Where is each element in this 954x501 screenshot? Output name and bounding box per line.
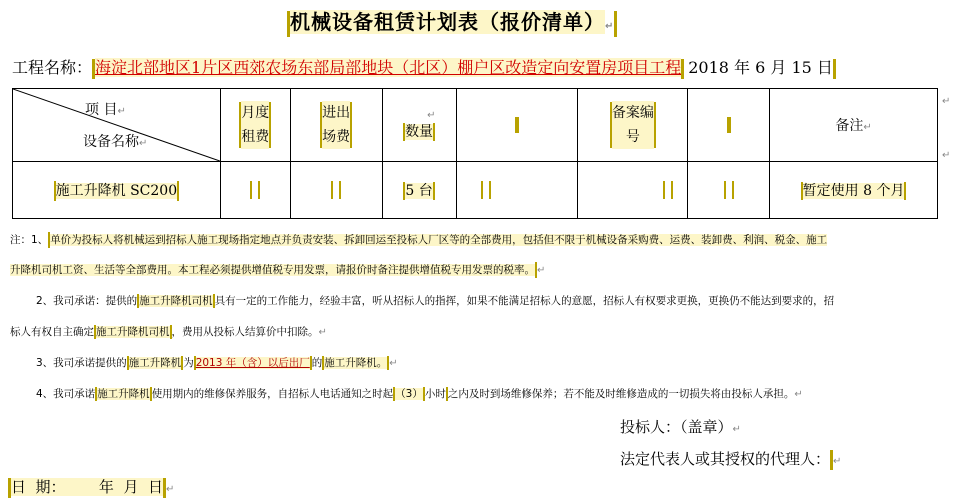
header-record-number: 备案编 号: [578, 89, 688, 162]
header-blank-2: [688, 89, 770, 162]
cell-in-out-fee: [290, 162, 382, 219]
header-in-out-fee: 进出 场费: [290, 89, 382, 162]
table-row: [13, 162, 938, 219]
note-1-line-2: 升降机司机工资、生活等全部费用。本工程必须提供增值税专用发票，请报价时备注提供增值税专用发票的税率。 ↵: [10, 264, 546, 276]
cell-remark: 暂定使用 8 个月: [770, 162, 938, 219]
project-name: 海淀北部地区1片区西郊农场东部局部地块（北区）棚户区改造定向安置房项目工程: [95, 58, 682, 77]
corner-name-label: 设备名称↵: [83, 134, 148, 150]
cell-quantity: 5 台: [382, 162, 456, 219]
rental-table: [12, 88, 938, 219]
cell-monthly-rent: [220, 162, 290, 219]
cell-blank-2: [688, 162, 770, 219]
paragraph-mark-icon: ↵: [605, 21, 615, 32]
header-remark: 备注↵: [770, 89, 938, 162]
cell-equipment-name: 施工升降机 SC200: [13, 162, 221, 219]
bidder-signature-line: 投标人：（盖章）↵: [620, 418, 741, 436]
note-2-line-1: 2、我司承诺：提供的 施工升降机司机 具有一定的工作能力，经验丰富，听从招标人的指挥，如果不能满足招标人的意愿，招标人有权要求更换，更换仍不能达到要求的，招: [36, 295, 835, 307]
header-quantity: ↵ 数量: [382, 89, 456, 162]
header-monthly-rent: 月度 租费: [220, 89, 290, 162]
bracket-mark: [681, 59, 684, 79]
bracket-mark: [614, 11, 617, 37]
note-3: 3、我司承诺提供的 施工升降机 为 2013 年（含）以后出厂 的 施工升降机。 ↵: [36, 357, 398, 369]
note-1-line-1: 注：1、 单价为投标人将机械运到招标人施工现场指定地点并负责安装、拆卸回运至投标人厂区等的全部费用，包括但不限于机械设备采购费、运费、装卸费、利润、税金、施工: [10, 234, 828, 246]
project-line: [12, 55, 836, 79]
title-text: 机械设备租赁计划表（报价清单）: [290, 10, 605, 34]
note-2-line-2: 标人有权自主确定 施工升降机司机 ，费用从投标人结算价中扣除。↵: [10, 326, 327, 338]
header-blank-1: [456, 89, 578, 162]
corner-header-cell: [13, 89, 221, 162]
cell-blank-1: [456, 162, 578, 219]
project-label: 工程名称：: [12, 58, 93, 77]
paragraph-mark-icon: ↵: [942, 150, 951, 161]
table-header-row: [13, 89, 938, 162]
project-date: 2018 年 6 月 15 日: [688, 58, 833, 77]
paragraph-mark-icon: ↵: [942, 96, 951, 107]
date-line: 日 期： 年 月 日 ↵: [8, 476, 174, 498]
legal-rep-signature-line: 法定代表人或其授权的代理人： ↵: [620, 450, 842, 468]
corner-item-label: 项 目↵: [85, 102, 126, 118]
document-title: [287, 6, 617, 37]
note-4: 4、我司承诺 施工升降机 使用期内的维修保养服务，自招标人电话通知之时起 （3） 小时 之内及时到场维修保养；若不能及时维修造成的一切损失将由投标人承担。↵: [36, 388, 803, 400]
cell-record-number: [578, 162, 688, 219]
bracket-mark: [833, 59, 836, 79]
